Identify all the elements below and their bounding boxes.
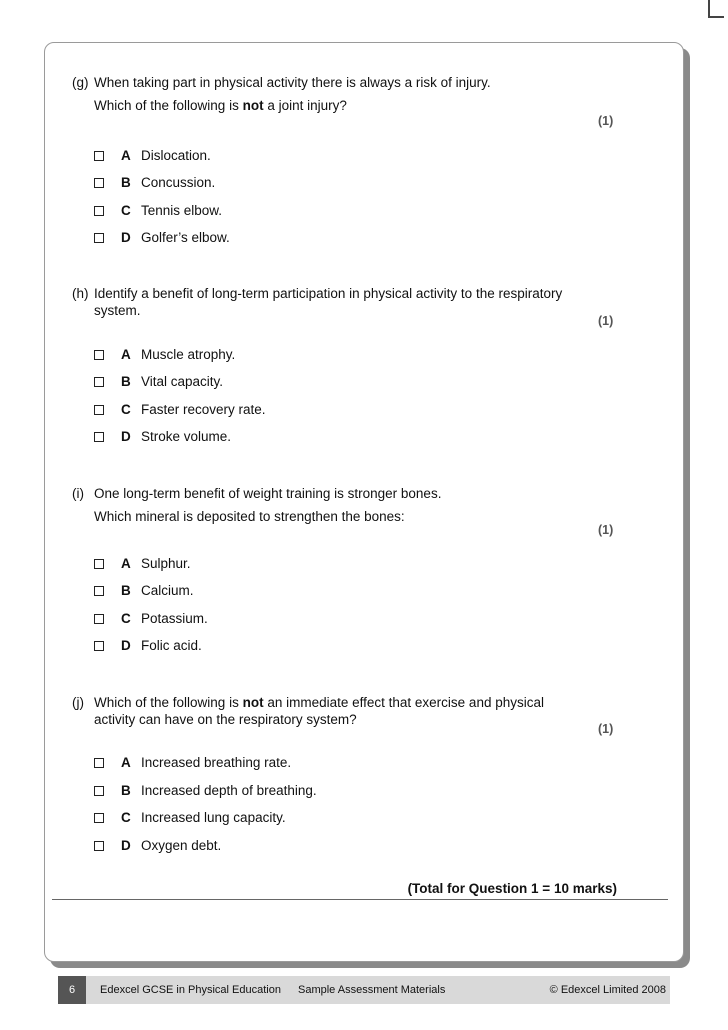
footer-copyright: © Edexcel Limited 2008 [549, 984, 666, 996]
question-label: (g) [72, 75, 89, 90]
question-h [72, 285, 632, 319]
option-i-d[interactable]: D Folic acid. [94, 638, 202, 653]
option-g-c[interactable]: C Tennis elbow. [94, 203, 222, 218]
checkbox[interactable] [94, 350, 104, 360]
checkbox[interactable] [94, 178, 104, 188]
option-h-a[interactable]: A Muscle atrophy. [94, 347, 235, 362]
marks-label: (1) [598, 114, 614, 128]
question-text: When taking part in physical activity there is always a risk of injury. [94, 75, 491, 90]
question-label: (j) [72, 695, 84, 710]
checkbox[interactable] [94, 758, 104, 768]
checkbox[interactable] [94, 641, 104, 651]
checkbox[interactable] [94, 813, 104, 823]
option-j-c[interactable]: C Increased lung capacity. [94, 810, 286, 825]
marks-label: (1) [598, 722, 614, 736]
question-text: Identify a benefit of long-term participation in physical activity to the respiratory system. [94, 286, 563, 318]
checkbox[interactable] [94, 377, 104, 387]
option-h-b[interactable]: B Vital capacity. [94, 374, 223, 389]
option-i-c[interactable]: C Potassium. [94, 611, 208, 626]
page-footer [58, 976, 670, 1004]
crop-mark [708, 0, 724, 18]
option-i-a[interactable]: A Sulphur. [94, 556, 191, 571]
question-text: One long-term benefit of weight training is stronger bones. [94, 486, 442, 501]
checkbox[interactable] [94, 405, 104, 415]
total-marks: (Total for Question 1 = 10 marks) [407, 881, 617, 896]
option-h-c[interactable]: C Faster recovery rate. [94, 402, 266, 417]
option-i-b[interactable]: B Calcium. [94, 583, 194, 598]
footer-material: Sample Assessment Materials [298, 984, 446, 996]
option-g-b[interactable]: B Concussion. [94, 175, 215, 190]
checkbox[interactable] [94, 614, 104, 624]
option-g-a[interactable]: A Dislocation. [94, 148, 211, 163]
checkbox[interactable] [94, 559, 104, 569]
question-label: (i) [72, 486, 84, 501]
divider [52, 899, 668, 900]
page-number: 6 [58, 976, 86, 1004]
question-text: Which of the following is not an immediate effect that exercise and physical activity can have on the respiratory system? [94, 695, 544, 727]
question-subtext: Which of the following is not a joint injury? [94, 98, 347, 113]
marks-label: (1) [598, 314, 614, 328]
option-j-d[interactable]: D Oxygen debt. [94, 838, 221, 853]
checkbox[interactable] [94, 586, 104, 596]
marks-label: (1) [598, 523, 614, 537]
question-subtext: Which mineral is deposited to strengthen the bones: [94, 509, 405, 524]
checkbox[interactable] [94, 786, 104, 796]
question-g [72, 74, 632, 114]
checkbox[interactable] [94, 432, 104, 442]
option-g-d[interactable]: D Golfer’s elbow. [94, 230, 230, 245]
option-j-a[interactable]: A Increased breathing rate. [94, 755, 291, 770]
checkbox[interactable] [94, 233, 104, 243]
footer-course: Edexcel GCSE in Physical Education [100, 984, 281, 996]
checkbox[interactable] [94, 151, 104, 161]
option-j-b[interactable]: B Increased depth of breathing. [94, 783, 317, 798]
question-i [72, 485, 632, 525]
checkbox[interactable] [94, 206, 104, 216]
question-label: (h) [72, 286, 89, 301]
question-j [72, 694, 632, 728]
checkbox[interactable] [94, 841, 104, 851]
option-h-d[interactable]: D Stroke volume. [94, 429, 231, 444]
